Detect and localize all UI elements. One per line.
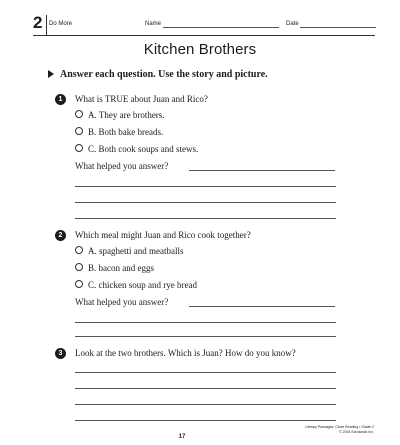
option-label: A. spaghetti and meatballs xyxy=(88,246,184,256)
radio-circle-icon[interactable] xyxy=(75,144,83,152)
answer-line[interactable] xyxy=(75,388,336,389)
answer-line[interactable] xyxy=(75,404,336,405)
page-number: 17 xyxy=(178,434,186,440)
option-c[interactable] xyxy=(75,143,198,155)
grade-number: 2 xyxy=(33,13,43,32)
question-number-badge: 2 xyxy=(55,230,66,241)
name-field[interactable] xyxy=(163,27,279,28)
instruction xyxy=(48,68,268,81)
option-label: A. They are brothers. xyxy=(88,110,165,120)
credit-line-title: Literary Passages: Close Reading • Grade 2 xyxy=(305,425,374,429)
answer-line[interactable] xyxy=(75,202,336,203)
option-label: B. bacon and eggs xyxy=(88,263,154,273)
answer-line[interactable] xyxy=(75,372,336,373)
question-text: Look at the two brothers. Which is Juan? How do you know? xyxy=(75,348,296,358)
answer-line[interactable] xyxy=(75,336,336,337)
name-label: Name xyxy=(145,21,162,27)
question-number-badge: 3 xyxy=(55,348,66,359)
answer-line[interactable] xyxy=(75,420,336,421)
radio-circle-icon[interactable] xyxy=(75,263,83,271)
option-label: B. Both bake breads. xyxy=(88,127,164,137)
option-label: C. Both cook soups and stews. xyxy=(88,144,199,154)
arrow-right-icon xyxy=(48,70,54,78)
footer-credit xyxy=(305,425,374,435)
radio-circle-icon[interactable] xyxy=(75,246,83,254)
option-a[interactable] xyxy=(75,245,183,257)
question-text: Which meal might Juan and Rico cook together? xyxy=(75,230,251,240)
answer-line[interactable] xyxy=(75,186,336,187)
helper-answer-line[interactable] xyxy=(189,306,335,307)
helper-prompt: What helped you answer? xyxy=(75,297,169,307)
question-number-badge: 1 xyxy=(55,94,66,105)
date-field[interactable] xyxy=(300,27,376,28)
radio-circle-icon[interactable] xyxy=(75,110,83,118)
answer-line[interactable] xyxy=(75,322,336,323)
radio-circle-icon[interactable] xyxy=(75,280,83,288)
header-rule xyxy=(33,35,375,36)
section-label: Do More xyxy=(49,21,73,27)
radio-circle-icon[interactable] xyxy=(75,127,83,135)
instruction-text: Answer each question. Use the story and picture. xyxy=(60,69,268,80)
page-title: Kitchen Brothers xyxy=(143,41,257,58)
answer-line[interactable] xyxy=(75,218,336,219)
page-header xyxy=(33,13,373,37)
option-label: C. chicken soup and rye bread xyxy=(88,280,197,290)
date-label: Date xyxy=(286,21,299,27)
header-divider xyxy=(46,15,47,35)
question-text: What is TRUE about Juan and Rico? xyxy=(75,94,208,104)
helper-prompt: What helped you answer? xyxy=(75,161,169,171)
credit-line-copyright: © 2016 Scholastic Inc. xyxy=(339,430,374,434)
option-a[interactable] xyxy=(75,109,165,121)
helper-answer-line[interactable] xyxy=(189,170,335,171)
option-c[interactable] xyxy=(75,279,197,291)
option-b[interactable] xyxy=(75,262,154,274)
option-b[interactable] xyxy=(75,126,163,138)
